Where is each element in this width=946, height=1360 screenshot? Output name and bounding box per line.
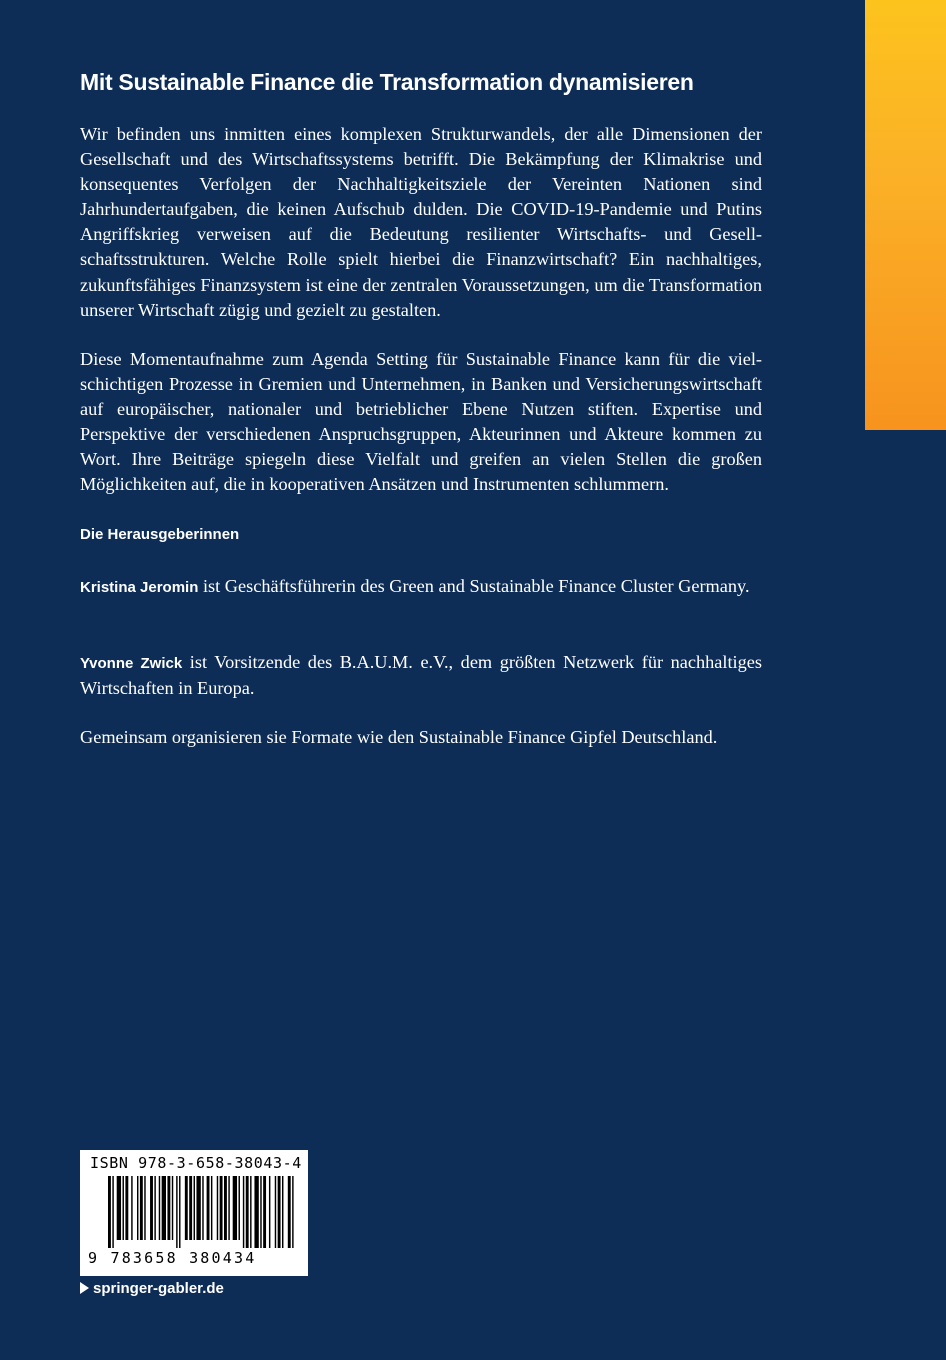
barcode-bar bbox=[224, 1176, 227, 1240]
barcode-bar bbox=[207, 1176, 210, 1240]
editors-heading: Die Herausgeberinnen bbox=[80, 526, 240, 543]
barcode-bar bbox=[112, 1176, 113, 1248]
publisher-link[interactable] bbox=[80, 1280, 224, 1297]
editor-text-2: ist Vorsitzende des B.A.U.M. e.V., dem größten Netzwerk für nachhaltiges Wirtschaften in Europa. bbox=[80, 652, 762, 699]
barcode-bar bbox=[239, 1176, 240, 1240]
barcode-bar bbox=[202, 1176, 203, 1240]
barcode-bar bbox=[217, 1176, 218, 1240]
barcode-bar bbox=[246, 1176, 249, 1248]
editor-bio-2 bbox=[80, 650, 762, 701]
barcode-bar bbox=[123, 1176, 124, 1240]
arrow-right-icon bbox=[80, 1282, 89, 1294]
accent-color-bar bbox=[865, 0, 946, 430]
publisher-url: springer-gabler.de bbox=[93, 1280, 224, 1297]
barcode-bar bbox=[278, 1176, 281, 1248]
barcode-bar bbox=[263, 1176, 266, 1248]
barcode-bar bbox=[137, 1176, 138, 1240]
back-cover-title: Mit Sustainable Finance die Transformation dynamisieren bbox=[80, 69, 694, 95]
barcode-bar bbox=[172, 1176, 173, 1240]
barcode-bar bbox=[154, 1176, 155, 1240]
barcode-bar bbox=[125, 1176, 128, 1240]
barcode-bar bbox=[131, 1176, 132, 1240]
barcode-bar bbox=[233, 1176, 237, 1240]
barcode-bar bbox=[228, 1176, 229, 1240]
barcode-bar bbox=[282, 1176, 283, 1248]
editor-name-1: Kristina Jeromin bbox=[80, 579, 199, 596]
barcode-bar bbox=[185, 1176, 188, 1240]
description-paragraph-2: Diese Momentaufnahme zum Agenda Setting für Sustainable Finance kann für die vielschichtigen Prozesse in Gremien und Unternehmen, in Banken und Versicherungswirtschaft auf europäischer, nationaler und betrieblicher Ebene Nutzen stiften. Expertise und Perspektive der verschiedenen Anspruchsgruppen, Akteurinnen und Akteure kommen zu Wort. Ihre Beiträge spiegeln diese Vielfalt und greifen an vielen Stellen die großen Möglichkeiten auf, die in kooperativen Ansätzen und Instrumenten schlummern. bbox=[80, 349, 762, 495]
barcode-bar bbox=[144, 1176, 145, 1240]
barcode-bar bbox=[159, 1176, 160, 1240]
barcode-bar bbox=[243, 1176, 244, 1248]
barcode-bar bbox=[189, 1176, 192, 1240]
barcode-bar bbox=[150, 1176, 153, 1240]
barcode-bar bbox=[254, 1176, 258, 1248]
editor-bio-1 bbox=[80, 574, 762, 600]
barcode-bar bbox=[288, 1176, 291, 1248]
barcode-bar bbox=[179, 1176, 180, 1248]
barcode-bar bbox=[196, 1176, 200, 1240]
barcode-bar bbox=[250, 1176, 251, 1248]
isbn-label: ISBN 978-3-658-38043-4 bbox=[90, 1154, 302, 1172]
barcode-bar bbox=[211, 1176, 212, 1240]
barcode-bar bbox=[220, 1176, 223, 1240]
barcode-bar bbox=[194, 1176, 195, 1240]
barcode-digits: 9 783658 380434 bbox=[88, 1249, 257, 1267]
description-paragraph-1: Wir befinden uns inmitten eines komplexen Strukturwandels, der alle Dimensionen der Gesellschaft und des Wirtschaftssystems betrifft. Die Bekämpfung der Klimakrise und konsequentes Verfolgen der Nachhaltigkeitsziele der Vereinten Nationen sind Jahrhundertaufgaben, die keinen Aufschub dulden. Die COVID-19-Pandemie und Putins Angriffskrieg verweisen auf die Bedeutung resilienter Wirtschafts- und Gesellschaftsstrukturen. Welche Rolle spielt hierbei die Finanzwirtschaft? Ein nachhaltiges, zukunftsfähiges Finanzsystem ist eine der zentralen Voraussetzungen, um die Transformation unserer Wirtschaft zügig und gezielt zu gestalten. bbox=[80, 124, 762, 320]
closing-sentence: Gemeinsam organisieren sie Formate wie den Sustainable Finance Gipfel Deutschland. bbox=[80, 727, 718, 747]
barcode-bar bbox=[275, 1176, 276, 1248]
barcode-bar bbox=[260, 1176, 261, 1248]
isbn-barcode bbox=[80, 1150, 308, 1276]
barcode-bar bbox=[140, 1176, 143, 1240]
barcode-bar bbox=[269, 1176, 270, 1248]
editor-name-2: Yvonne Zwick bbox=[80, 655, 183, 672]
barcode-bar bbox=[167, 1176, 170, 1240]
editor-text-1: ist Geschäftsführerin des Green and Sustainable Finance Cluster Germany. bbox=[198, 576, 750, 596]
barcode-bar bbox=[292, 1176, 293, 1248]
barcode-icon bbox=[108, 1176, 298, 1248]
barcode-bar bbox=[162, 1176, 166, 1240]
barcode-bar bbox=[117, 1176, 121, 1240]
barcode-bar bbox=[176, 1176, 177, 1248]
barcode-bar bbox=[108, 1176, 111, 1248]
